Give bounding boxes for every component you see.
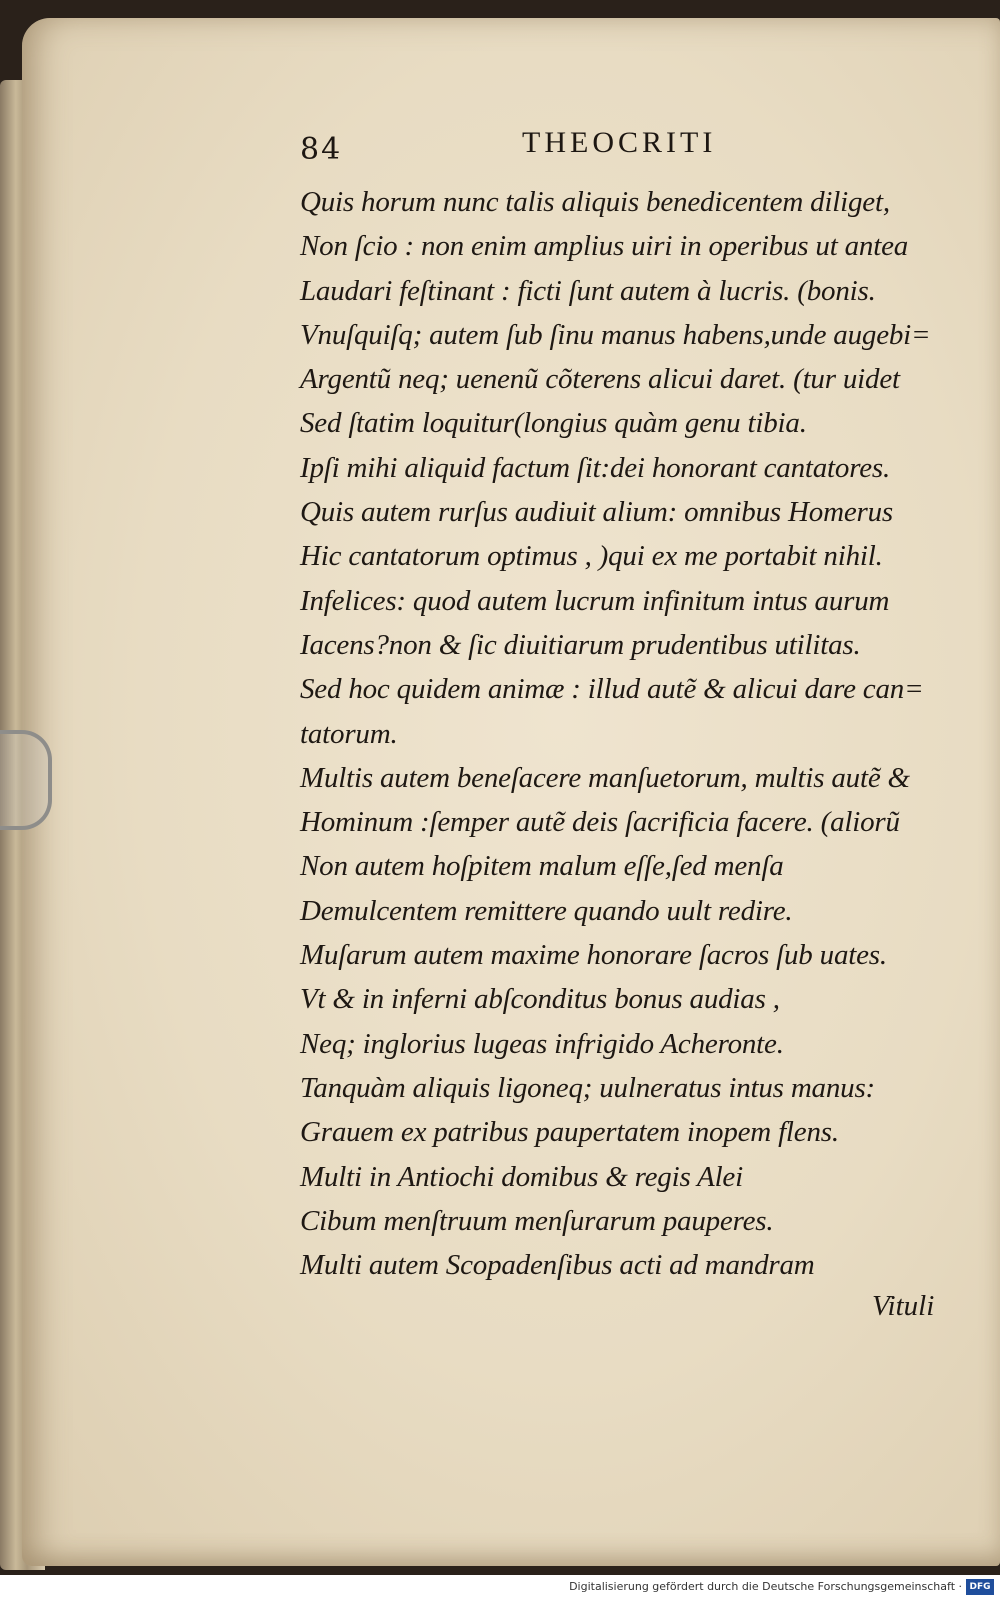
footer-bar xyxy=(0,1575,1000,1601)
text-line: Hominum :ſemper autẽ deis ſacrificia facere. (aliorũ xyxy=(300,806,900,839)
page-number: 84 xyxy=(300,132,343,167)
text-line: Demulcentem remittere quando uult redire. xyxy=(300,894,793,927)
text-line: Multis autem beneſacere manſuetorum, multis autẽ & xyxy=(300,761,910,794)
text-line: Sed ſtatim loquitur(longius quàm genu tibia. xyxy=(300,407,807,440)
text-line: Laudari feſtinant : ficti ſunt autem à lucris. (bonis. xyxy=(300,274,876,307)
text-line: Muſarum autem maxime honorare ſacros ſub uates. xyxy=(300,939,887,972)
text-line: Ipſi mihi aliquid factum ſit:dei honorant cantatores. xyxy=(300,451,891,484)
text-line: Non ſcio : non enim amplius uiri in operibus ut antea xyxy=(300,230,909,263)
footer-credit: Digitalisierung gefördert durch die Deutsche Forschungsgemeinschaft · xyxy=(569,1580,962,1593)
text-line: Vt & in inferni abſconditus bonus audias , xyxy=(300,983,780,1016)
running-head: THEOCRITI xyxy=(522,126,717,159)
text-block xyxy=(300,180,960,1280)
text-line: Grauem ex patribus paupertatem inopem flens. xyxy=(300,1116,839,1149)
text-line: Multi in Antiochi domibus & regis Alei xyxy=(300,1160,743,1193)
text-line: Tanquàm aliquis ligoneq; uulneratus intus manus: xyxy=(300,1071,876,1104)
text-line: Neq; inglorius lugeas infrigido Acheronte. xyxy=(300,1027,784,1060)
dfg-logo: DFG xyxy=(966,1579,994,1595)
text-line: Infelices: quod autem lucrum infinitum intus aurum xyxy=(300,584,890,617)
catchword: Vituli xyxy=(872,1290,935,1322)
text-line: tatorum. xyxy=(300,717,398,750)
text-line: Iacens?non & ſic diuitiarum prudentibus utilitas. xyxy=(300,628,861,661)
text-line: Vnuſquiſq; autem ſub ſinu manus habens,unde augebi= xyxy=(300,318,931,351)
text-line: Argentũ neq; uenenũ cõterens alicui daret. (tur uidet xyxy=(300,363,900,396)
text-line: Hic cantatorum optimus , )qui ex me portabit nihil. xyxy=(300,540,883,573)
page-header xyxy=(300,122,960,172)
page-clip xyxy=(0,730,52,830)
text-line: Multi autem Scopadenſibus acti ad mandram xyxy=(300,1249,815,1282)
text-line: Quis horum nunc talis aliquis benedicentem diliget, xyxy=(300,186,890,218)
text-line: Quis autem rurſus audiuit alium: omnibus Homerus xyxy=(300,496,893,529)
text-line: Sed hoc quidem animæ : illud autẽ & alicui dare can= xyxy=(300,673,924,706)
text-line: Cibum menſtruum menſurarum pauperes. xyxy=(300,1204,774,1237)
text-line: Non autem hoſpitem malum eſſe,ſed menſa xyxy=(300,850,784,883)
